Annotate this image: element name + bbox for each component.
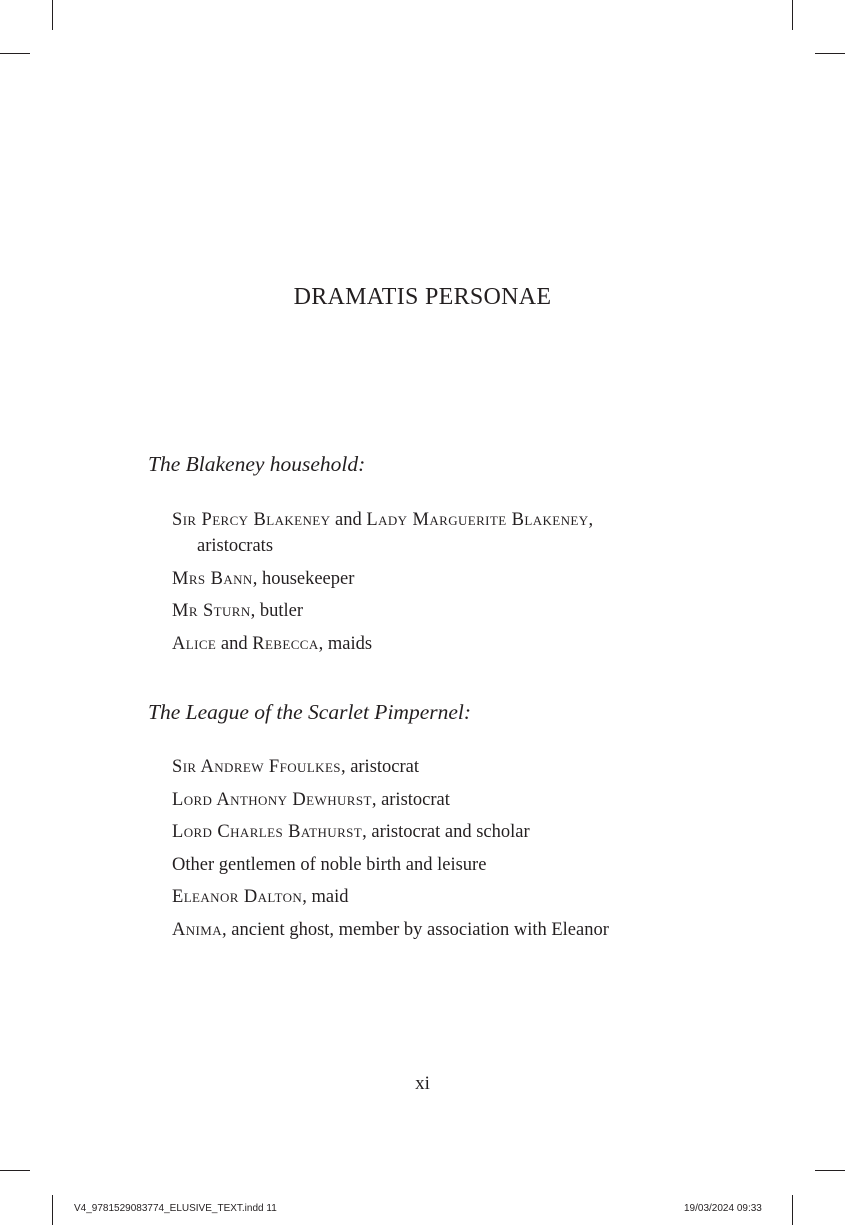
character-name: Alice: [172, 633, 217, 654]
list-item: [172, 787, 652, 813]
crop-mark-top-right: [792, 0, 793, 30]
list-item: [172, 598, 652, 624]
character-name: Mrs Bann: [172, 568, 253, 589]
crop-mark-left-bottom: [0, 1170, 30, 1171]
character-name: Anima: [172, 919, 223, 940]
character-name: Mr Sturn: [172, 601, 251, 621]
blakeney-household-list: [172, 507, 652, 663]
list-item: [172, 631, 652, 657]
character-description: , aristocrat and scholar: [362, 822, 530, 842]
crop-mark-bottom-right: [792, 1195, 793, 1225]
joiner: and: [216, 633, 253, 654]
character-description: Other gentlemen of noble birth and leisure: [172, 854, 487, 875]
slug-timestamp: 19/03/2024 09:33: [684, 1203, 762, 1214]
crop-mark-top-left: [52, 0, 53, 30]
character-description: , ancient ghost, member by association with Eleanor: [222, 919, 609, 940]
character-description: , butler: [250, 601, 304, 621]
crop-mark-right-top: [815, 53, 845, 54]
character-name: Lord Anthony Dewhurst: [172, 789, 372, 810]
league-list: [172, 754, 652, 949]
crop-mark-bottom-left: [52, 1195, 53, 1225]
character-description: , aristocrat: [371, 789, 450, 810]
section-heading-league: The League of the Scarlet Pimpernel:: [148, 700, 472, 724]
character-name: Rebecca: [252, 633, 319, 654]
character-name: Eleanor Dalton: [172, 887, 303, 907]
crop-mark-right-bottom: [815, 1170, 845, 1171]
list-item: [172, 754, 652, 780]
character-name: Lady Marguerite Blakeney: [366, 510, 589, 530]
list-item: [172, 917, 652, 943]
character-name: Sir Percy Blakeney: [172, 510, 331, 530]
joiner: and: [330, 510, 367, 530]
list-item: [172, 852, 652, 878]
list-item: [172, 884, 652, 910]
character-name: Lord Charles Bathurst: [172, 822, 363, 842]
crop-mark-left-top: [0, 53, 30, 54]
section-heading-blakeney-household: The Blakeney household:: [148, 452, 366, 476]
character-description: , aristocrats: [197, 510, 594, 556]
character-description: , aristocrat: [340, 757, 420, 777]
page-number: xi: [415, 1073, 430, 1094]
character-description: , maids: [318, 633, 373, 654]
character-name: Sir Andrew Ffoulkes: [172, 757, 341, 777]
list-item: [172, 566, 652, 592]
list-item: [172, 819, 652, 845]
list-item: [172, 507, 652, 559]
slug-filename: V4_9781529083774_ELUSIVE_TEXT.indd 11: [74, 1203, 277, 1214]
page-title: DRAMATIS PERSONAE: [293, 284, 552, 310]
character-description: , housekeeper: [252, 568, 355, 589]
character-description: , maid: [302, 887, 349, 907]
